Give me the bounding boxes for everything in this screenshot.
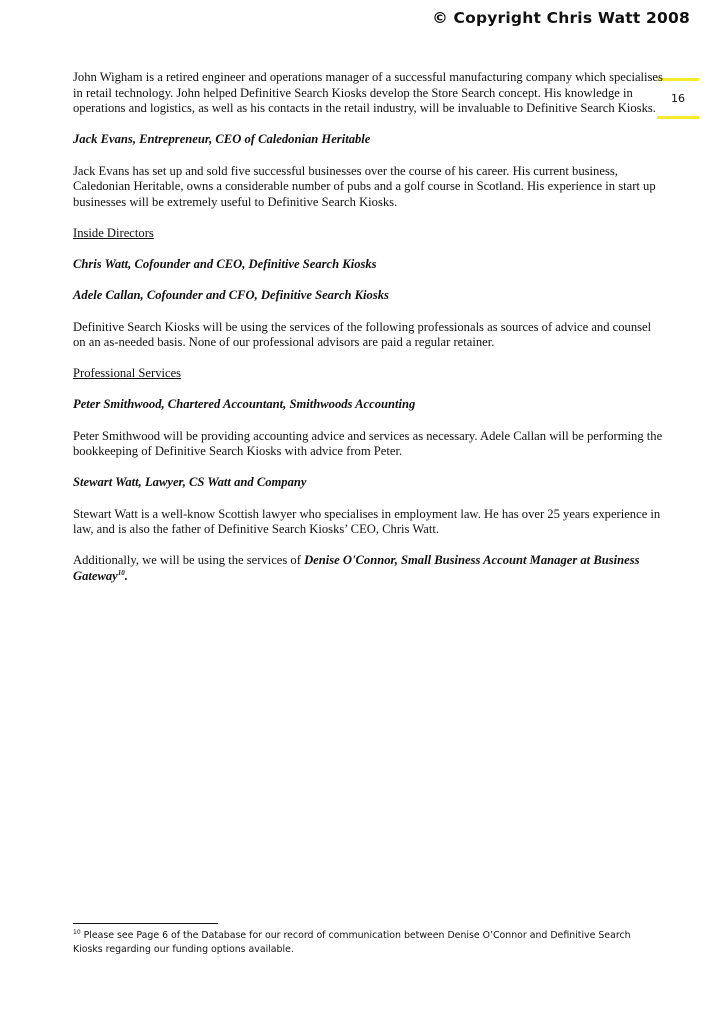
heading-peter-smithwood: Peter Smithwood, Chartered Accountant, Smithwoods Accounting (73, 397, 416, 412)
paragraph-jack-evans: Jack Evans has set up and sold five successful businesses over the course of his career. His current business, Caledonian Heritable, owns a considerable number of pubs and a golf course in Scotland. His experience in start up businesses will be extremely useful to Definitive Search Kiosks. (73, 163, 656, 209)
page-number-top-bar (657, 78, 699, 81)
document-body (73, 70, 663, 600)
copyright-header: © Copyright Chris Watt 2008 (432, 9, 690, 27)
footnote-reference[interactable]: 10 (117, 568, 125, 577)
page-number-bottom-bar (657, 116, 699, 119)
footnote-marker: 10 (73, 928, 81, 936)
additional-emphasis-text: Denise O'Connor, Small Business Account Manager at Business Gateway (73, 553, 640, 583)
additional-end-text: . (124, 569, 128, 583)
section-inside-directors: Inside Directors (73, 225, 154, 240)
additional-lead-text: Additionally, we will be using the services of (73, 553, 305, 568)
footnote-separator (73, 923, 218, 924)
paragraph-additional (73, 553, 663, 584)
footnote-text: Please see Page 6 of the Database for our record of communication between Denise O’Connor and Definitive Search Kiosks regarding our funding options available. (73, 930, 631, 955)
paragraph-stewart-watt: Stewart Watt is a well-know Scottish lawyer who specialises in employment law. He has over 25 years experience in law, and is also the father of Definitive Search Kiosks’ CEO, Chris Watt. (73, 506, 661, 537)
paragraph-advisors: Definitive Search Kiosks will be using the services of the following professionals as sources of advice and counsel on an as-needed basis. None of our professional advisors are paid a regular retainer. (73, 319, 652, 350)
paragraph-peter-smithwood: Peter Smithwood will be providing accounting advice and services as necessary. Adele Callan will be performing the bookkeeping of Definitive Search Kiosks with advice from Peter. (73, 428, 663, 459)
footnote (73, 929, 663, 957)
paragraph-john-wigham: John Wigham is a retired engineer and operations manager of a successful manufacturing company which specialises in retail technology. John helped Definitive Search Kiosks develop the Store Search concept. His knowledge in operations and logistics, as well as his contacts in the retail industry, will be invaluable to Definitive Search Kiosks. (73, 70, 663, 116)
section-professional-services: Professional Services (73, 366, 182, 381)
heading-stewart-watt: Stewart Watt, Lawyer, CS Watt and Company (73, 475, 307, 490)
page-number-marker (657, 78, 699, 118)
heading-chris-watt: Chris Watt, Cofounder and CEO, Definitive Search Kiosks (73, 257, 377, 272)
heading-jack-evans: Jack Evans, Entrepreneur, CEO of Caledonian Heritable (73, 132, 371, 147)
heading-adele-callan: Adele Callan, Cofounder and CFO, Definitive Search Kiosks (73, 288, 389, 303)
page-number: 16 (671, 92, 685, 105)
